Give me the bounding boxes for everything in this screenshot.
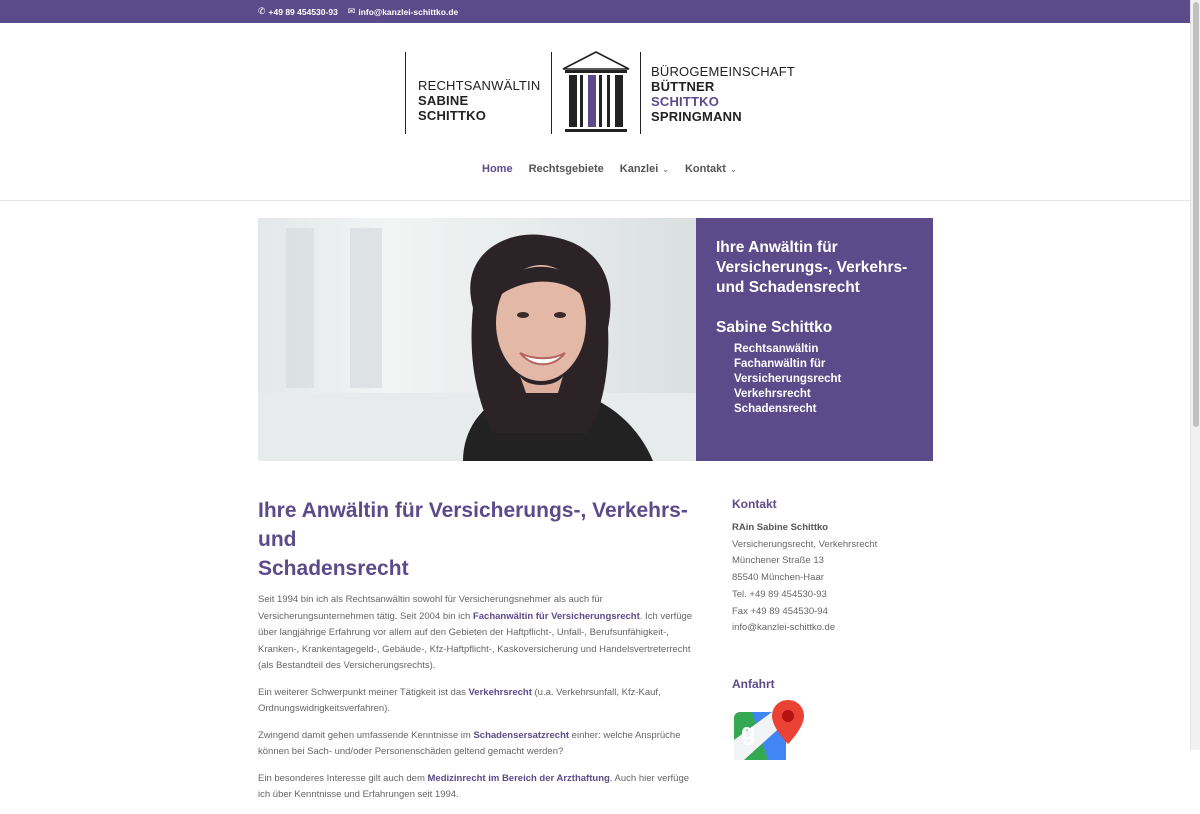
hero-name: Sabine Schittko	[716, 319, 833, 336]
nav-item-kontakt[interactable]	[685, 163, 737, 175]
logo-left-text	[418, 78, 540, 123]
chevron-down-icon: ⌄	[729, 164, 737, 174]
qualification-item: Fachanwältin für Versicherungsrecht	[734, 358, 842, 385]
envelope-icon: ✉	[347, 6, 356, 16]
phone-icon: ✆	[258, 6, 266, 16]
svg-text:g: g	[741, 718, 756, 746]
paragraph-text: Seit 1994 bin ich als Rechtsanwältin sowohl für Versicherungsnehmer als auch für Versicherungsunternehmen tätig. Seit 2004 bin ich	[258, 594, 603, 622]
paragraph-text: Ein besonderes Interesse gilt auch dem	[258, 772, 428, 784]
page-title-line2: Schadensrecht	[258, 557, 409, 580]
qualification-item: Schadensrecht	[734, 403, 817, 415]
qualification-item: Rechtsanwältin	[734, 343, 819, 355]
nav-item-label: Kanzlei	[619, 163, 659, 175]
logo-right-line1: BÜROGEMEINSCHAFT	[651, 64, 796, 79]
contact-street: Münchener Straße 13	[732, 555, 824, 567]
contact-email[interactable]: info@kanzlei-schittko.de	[732, 622, 836, 634]
chevron-down-icon: ⌄	[662, 164, 669, 174]
paragraph-text: . Auch hier verfüge ich über Kenntnisse und Erfahrungen seit 1994.	[258, 772, 690, 800]
nav-item-kanzlei[interactable]	[620, 163, 669, 175]
portrait-photo	[258, 218, 696, 461]
hero-headline	[716, 238, 926, 298]
logo-right-line2: BÜTTNER	[651, 79, 715, 94]
hero-headline-line2: Versicherungs-, Verkehrs-	[716, 259, 908, 276]
qualification-item: Verkehrsrecht	[734, 388, 811, 400]
contact-areas: Versicherungsrecht, Verkehrsrecht	[732, 538, 878, 550]
logo-left-line3: SCHITTKO	[418, 108, 487, 123]
paragraph-text: einher: welche Ansprüche können bei Sach- und/oder Personenschäden geltend gemacht werden?	[258, 729, 681, 757]
logo-left-line1: RECHTSANWÄLTIN	[418, 78, 541, 93]
vertical-scrollbar[interactable]	[1190, 0, 1200, 750]
site-header	[0, 23, 1190, 201]
link-medizinrecht[interactable]: Medizinrecht im Bereich der Arzthaftung	[427, 772, 610, 784]
contact-name: RAin Sabine Schittko	[732, 522, 829, 533]
hero-qualifications	[734, 342, 933, 417]
hero-headline-line3: und Schadensrecht	[716, 279, 860, 296]
temple-logo-icon	[561, 51, 631, 135]
paragraph-text: (u.a. Verkehrsunfall, Kfz-Kauf, Ordnungswidrigkeitsverfahren).	[258, 686, 661, 714]
topbar-email-text: info@kanzlei-schittko.de	[358, 6, 459, 17]
logo-divider-right	[640, 52, 641, 134]
verkehrsrecht-paragraph	[258, 685, 698, 718]
nav-item-label: Home	[482, 163, 513, 175]
sidebar	[732, 497, 932, 760]
main-content	[258, 496, 698, 814]
nav-item-label: Rechtsgebiete	[528, 163, 604, 175]
paragraph-text: . Ich verfüge über langjährige Erfahrung vor allem auf den Gebieten der Haftpflicht-, Unfall-, Berufsunfähigkeit-, Kranken-, Krankentagegeld-, Gebäude-, Kfz-Haftpflicht-, Kaskoversicherung und Handelsvertreterrecht (als Bestandteil des Versicherungsrechts).	[258, 610, 693, 671]
link-verkehrsrecht[interactable]: Verkehrsrecht	[468, 686, 532, 698]
nav-item-home[interactable]	[482, 163, 513, 175]
topbar-phone-link[interactable]	[258, 6, 338, 17]
schadensersatz-paragraph	[258, 728, 698, 761]
hero-text-panel	[696, 218, 933, 461]
top-bar-contact	[258, 0, 458, 23]
hero-headline-line1: Ihre Anwältin für	[716, 239, 838, 256]
logo-left-line2: SABINE	[418, 93, 469, 108]
top-bar	[0, 0, 1200, 23]
topbar-email-link[interactable]	[348, 6, 458, 17]
logo-right-line3: SCHITTKO	[651, 94, 720, 109]
google-maps-logo	[732, 700, 806, 760]
intro-paragraph	[258, 592, 698, 675]
paragraph-text: Zwingend damit gehen umfassende Kenntnisse im	[258, 729, 474, 741]
logo-right-text	[651, 64, 795, 124]
nav-item-label: Kontakt	[684, 163, 726, 175]
contact-fax: Fax +49 89 454530-94	[732, 605, 828, 617]
google-maps-icon[interactable]	[732, 700, 806, 760]
contact-city: 85540 München-Haar	[732, 572, 824, 584]
nav-item-rechtsgebiete[interactable]	[529, 163, 604, 175]
site-logo[interactable]	[405, 51, 796, 135]
main-nav	[482, 163, 737, 175]
link-schadensersatzrecht[interactable]: Schadensersatzrecht	[473, 729, 570, 741]
hero-banner	[258, 218, 933, 461]
logo-divider-middle	[551, 52, 552, 134]
portrait-illustration	[258, 218, 696, 461]
medizinrecht-paragraph	[258, 771, 698, 804]
scrollbar-thumb[interactable]	[1193, 2, 1199, 427]
page-title-line1: Ihre Anwältin für Versicherungs-, Verkehrs- und	[258, 499, 688, 551]
topbar-phone-text: +49 89 454530-93	[268, 6, 338, 17]
contact-heading: Kontakt	[732, 497, 777, 511]
directions-heading: Anfahrt	[732, 676, 775, 691]
logo-divider-left	[405, 52, 406, 134]
page-title	[258, 496, 698, 583]
paragraph-text: Ein weiterer Schwerpunkt meiner Tätigkeit ist das	[258, 686, 469, 698]
contact-phone[interactable]: Tel. +49 89 454530-93	[732, 588, 827, 600]
link-versicherungsrecht[interactable]: Fachanwältin für Versicherungsrecht	[472, 610, 640, 622]
logo-right-line4: SPRINGMANN	[651, 109, 742, 124]
